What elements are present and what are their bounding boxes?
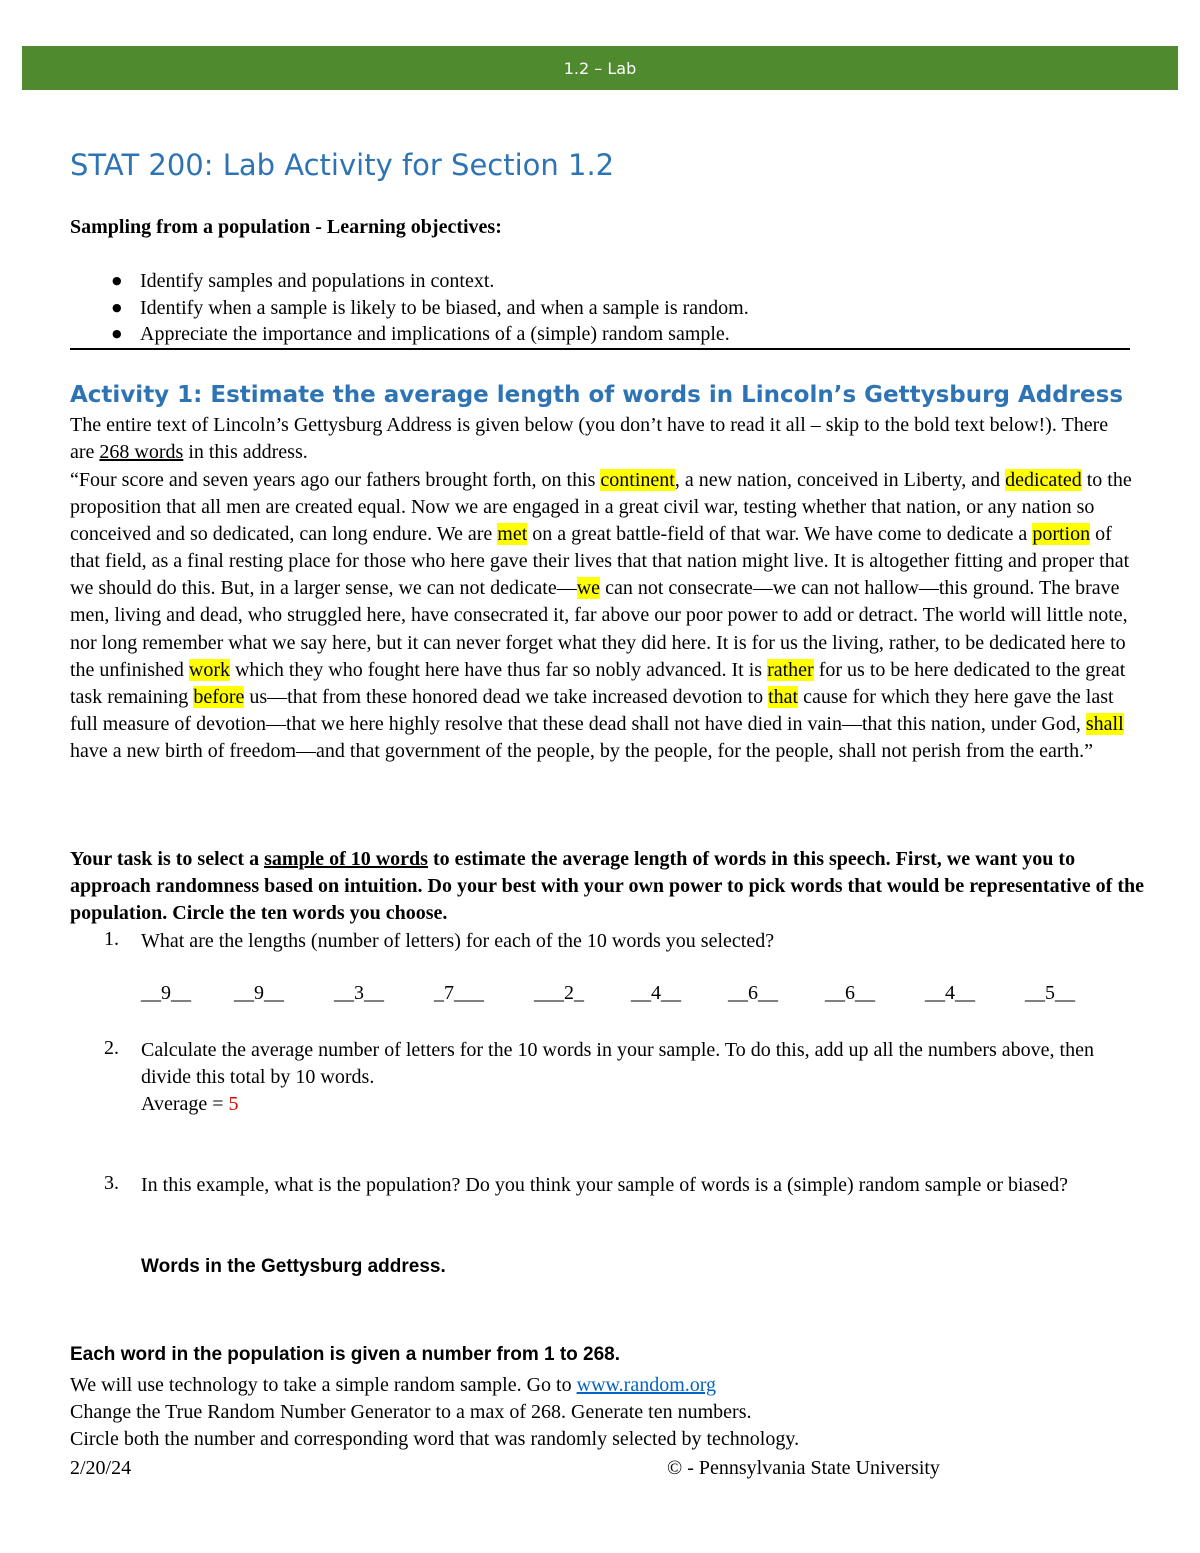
intro-word-count: 268 words — [99, 441, 184, 464]
question-1-number: 1. — [104, 928, 119, 950]
address-text: to the proposition that all men are created equal. Now we are engaged in a great civil war, testing whether that nation, or any nation so conceived and so dedicated, can long endure. We are — [70, 469, 1132, 546]
question-2-number: 2. — [104, 1037, 119, 1059]
average-answer[interactable]: 5 — [228, 1093, 239, 1115]
footer-date: 2/20/24 — [70, 1457, 132, 1479]
activity-heading: Activity 1: Estimate the average length of words in Lincoln’s Gettysburg Address — [70, 382, 1124, 408]
address-text: for us to be here dedicated to the great task remaining — [70, 658, 1126, 708]
address-text: can not consecrate—we can not hallow—this ground. The brave men, living and dead, who struggled here, have consecrated it, far above our poor power to add or detract. The world will little note, nor long remember what we say here, but it can never forget what they did here. It is for us the living, rather, to be dedicated here to the unfinished — [70, 577, 1128, 681]
header-text: 1.2 – Lab — [563, 58, 637, 78]
word-length-blank[interactable]: ___2_ — [534, 982, 584, 1004]
random-org-link[interactable]: www.random.org — [576, 1374, 717, 1396]
word-length-blank[interactable]: __9__ — [141, 982, 191, 1004]
intro-text-2: in this address. — [183, 441, 308, 464]
objectives-heading: Sampling from a population - Learning objectives: — [70, 216, 502, 238]
header-bar — [22, 46, 1178, 90]
word-length-blank[interactable]: _7___ — [434, 982, 484, 1004]
question-3-answer[interactable]: Words in the Gettysburg address. — [141, 1256, 446, 1277]
gettysburg-address — [70, 467, 1135, 765]
objective-item: ● Identify when a sample is likely to be biased, and when a sample is random. — [70, 295, 1130, 322]
word-length-blank[interactable]: __4__ — [925, 982, 975, 1004]
highlighted-word[interactable]: portion — [1032, 523, 1091, 546]
highlighted-word[interactable]: that — [768, 685, 799, 708]
word-length-blank[interactable]: __3__ — [334, 982, 384, 1004]
question-3-text: In this example, what is the population? Do you think your sample of words is a (simple) random sample or biased? — [141, 1174, 1069, 1196]
question-1-text: What are the lengths (number of letters) for each of the 10 words you selected? — [141, 930, 775, 952]
word-length-blank[interactable]: __6__ — [825, 982, 875, 1004]
highlighted-word[interactable]: continent — [600, 469, 675, 491]
address-text: on a great battle-field of that war. We have come to dedicate a — [527, 523, 1033, 546]
address-text: “Four score and seven years ago our fathers brought forth, on this — [70, 469, 601, 491]
word-length-blank[interactable]: __6__ — [728, 982, 778, 1004]
address-text: us—that from these honored dead we take increased devotion to — [244, 685, 769, 708]
word-length-answers — [141, 982, 1075, 1005]
objectives-list — [70, 268, 1130, 348]
highlighted-word[interactable]: rather — [767, 658, 814, 681]
highlighted-word[interactable]: before — [193, 685, 245, 708]
question-3-number: 3. — [104, 1172, 119, 1194]
footer-copyright: © - Pennsylvania State University — [667, 1457, 940, 1479]
highlighted-word[interactable]: work — [188, 658, 230, 681]
random-line-1: We will use technology to take a simple random sample. Go to — [70, 1374, 577, 1396]
random-line-2: Change the True Random Number Generator to a max of 268. Generate ten numbers. — [70, 1401, 752, 1423]
word-length-blank[interactable]: __4__ — [631, 982, 681, 1004]
address-text: have a new birth of freedom—and that government of the people, by the people, for the people, shall not perish from the earth.” — [70, 739, 1093, 762]
section-divider — [70, 348, 1130, 350]
random-instructions — [70, 1372, 799, 1453]
random-line-3: Circle both the number and corresponding word that was randomly selected by technology. — [70, 1428, 800, 1450]
address-text: which they who fought here have thus far so nobly advanced. It is — [229, 658, 768, 681]
highlighted-word[interactable]: shall — [1085, 712, 1124, 735]
objective-item: ● Identify samples and populations in context. — [70, 268, 1130, 295]
average-label: Average = — [141, 1093, 229, 1115]
address-text: , a new nation, conceived in Liberty, and — [674, 469, 1006, 491]
address-text: cause for which they here gave the last full measure of devotion—that we here highly resolve that these dead shall not have died in vain—that this nation, under God, — [70, 685, 1114, 735]
intro-text-1: The entire text of Lincoln’s Gettysburg Address is given below (you don’t have to read it all – skip to the bold text below!). There are — [70, 414, 1109, 464]
task-text-1: Your task is to select a — [70, 848, 265, 870]
highlighted-word[interactable]: we — [576, 577, 601, 600]
objective-item: ● Appreciate the importance and implications of a (simple) random sample. — [70, 321, 1130, 348]
random-numbering-note: Each word in the population is given a number from 1 to 268. — [70, 1344, 621, 1365]
activity-intro — [70, 412, 1135, 466]
address-text: of that field, as a final resting place for those who here gave their lives that that nation might live. It is altogether fitting and proper that we should do this. But, in a larger sense, we can not dedicate— — [70, 523, 1130, 600]
highlighted-word[interactable]: met — [497, 523, 528, 546]
highlighted-word[interactable]: dedicated — [1005, 469, 1082, 491]
task-text-2: to estimate the average length of words in this speech. First, we want you to approach randomness based on intuition. Do your best with your own power to pick words that would be representative of the population. Circle the ten words you choose. — [70, 848, 1144, 925]
page-title: STAT 200: Lab Activity for Section 1.2 — [70, 148, 615, 182]
question-2-text — [141, 1037, 1131, 1118]
task-instructions — [70, 846, 1150, 928]
question-2-body: Calculate the average number of letters for the 10 words in your sample. To do this, add up all the numbers above, then divide this total by 10 words. — [141, 1039, 1094, 1088]
word-length-blank[interactable]: __5__ — [1025, 982, 1075, 1004]
word-length-blank[interactable]: __9__ — [234, 982, 284, 1004]
task-sample-size: sample of 10 words — [264, 848, 428, 870]
